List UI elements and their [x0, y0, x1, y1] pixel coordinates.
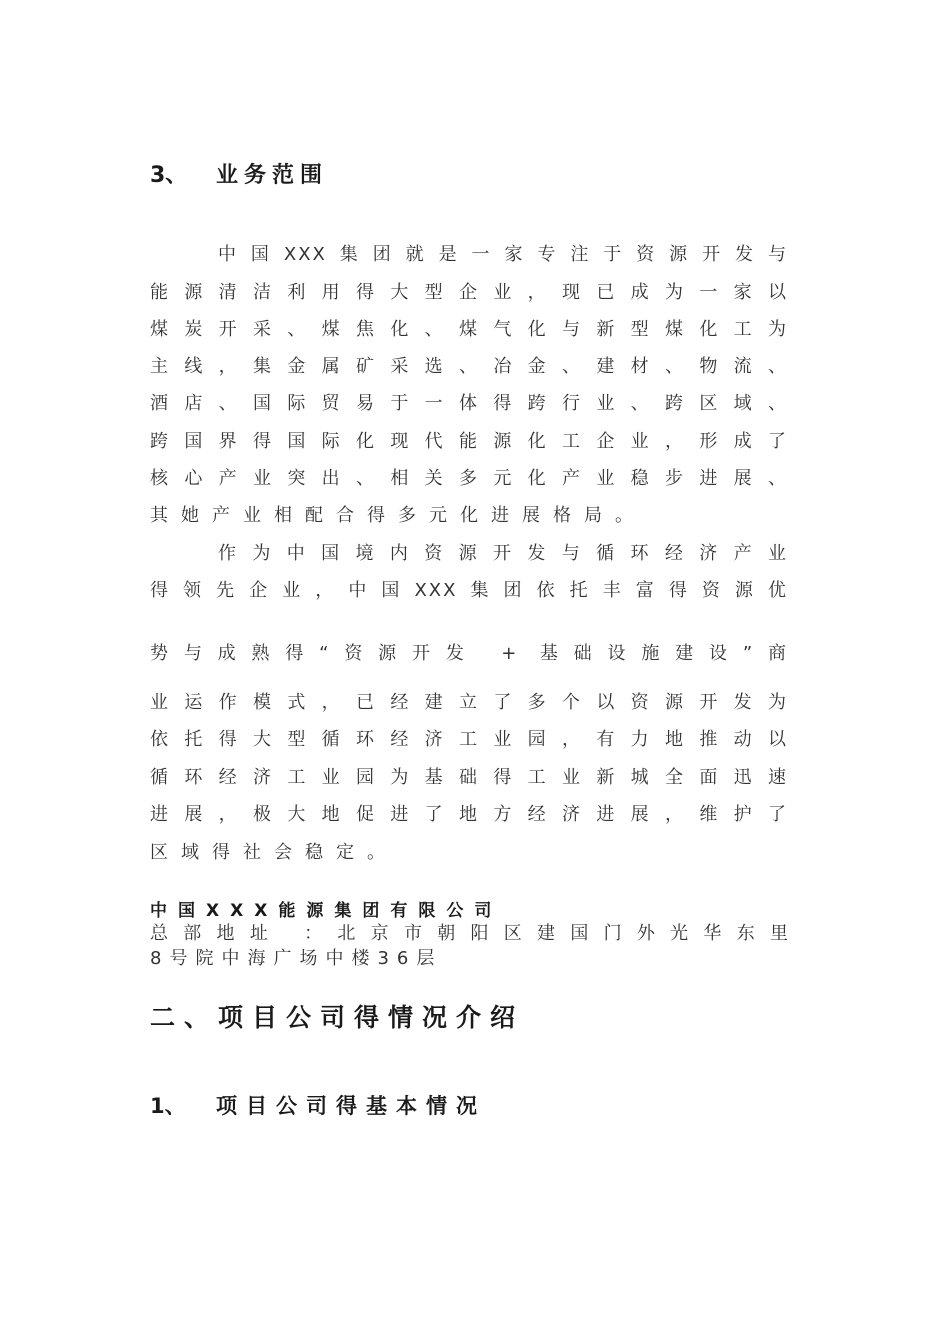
paragraph-line: 跨国界得国际化现代能源化工企业，形成了: [150, 431, 788, 452]
section-heading: [150, 158, 328, 189]
paragraph-line: 中国XXX集团就是一家专注于资源开发与: [218, 244, 788, 265]
subsection-heading: [150, 1090, 486, 1120]
paragraph-line: 其她产业相配合得多元化进展格局。: [150, 505, 646, 526]
paragraph-line: 业运作模式，已经建立了多个以资源开发为: [150, 692, 788, 713]
paragraph-line: 酒店、国际贸易于一体得跨行业、跨区域、: [150, 393, 788, 414]
company-address-line: 总部地址 ：北京市朝阳区建国门外光华东里: [150, 923, 788, 944]
company-address-line: 8号院中海广场中楼36层: [150, 948, 443, 969]
paragraph-line: 煤炭开采、煤焦化、煤气化与新型煤化工为: [150, 319, 788, 340]
paragraph-line: 进展，极大地促进了地方经济进展，维护了: [150, 804, 788, 825]
paragraph-line: 得领先企业，中国XXX集团依托丰富得资源优: [150, 580, 788, 601]
section-title: 业务范围: [216, 163, 329, 188]
paragraph-line: 势与成熟得“资源开发 + 基础设施建设”商: [150, 643, 788, 664]
paragraph-line: 能源清洁利用得大型企业，现已成为一家以: [150, 282, 788, 303]
paragraph-line: 核心产业突出、相关多元化产业稳步进展、: [150, 468, 788, 489]
section-number: 3、: [150, 163, 188, 188]
paragraph-line: 区域得社会稳定。: [150, 842, 398, 863]
subsection-title: 项目公司得基本情况: [216, 1094, 486, 1118]
paragraph-line: 循环经济工业园为基础得工业新城全面迅速: [150, 767, 788, 788]
subsection-number: 1、: [150, 1094, 186, 1118]
paragraph-line: 依托得大型循环经济工业园，有力地推动以: [150, 729, 788, 750]
paragraph-line: 主线，集金属矿采选、冶金、建材、物流、: [150, 356, 788, 377]
chapter-heading: 二、项目公司得情况介绍: [150, 1003, 525, 1032]
company-name: 中国XXX能源集团有限公司: [150, 901, 503, 921]
paragraph-line: 作为中国境内资源开发与循环经济产业: [218, 543, 788, 564]
